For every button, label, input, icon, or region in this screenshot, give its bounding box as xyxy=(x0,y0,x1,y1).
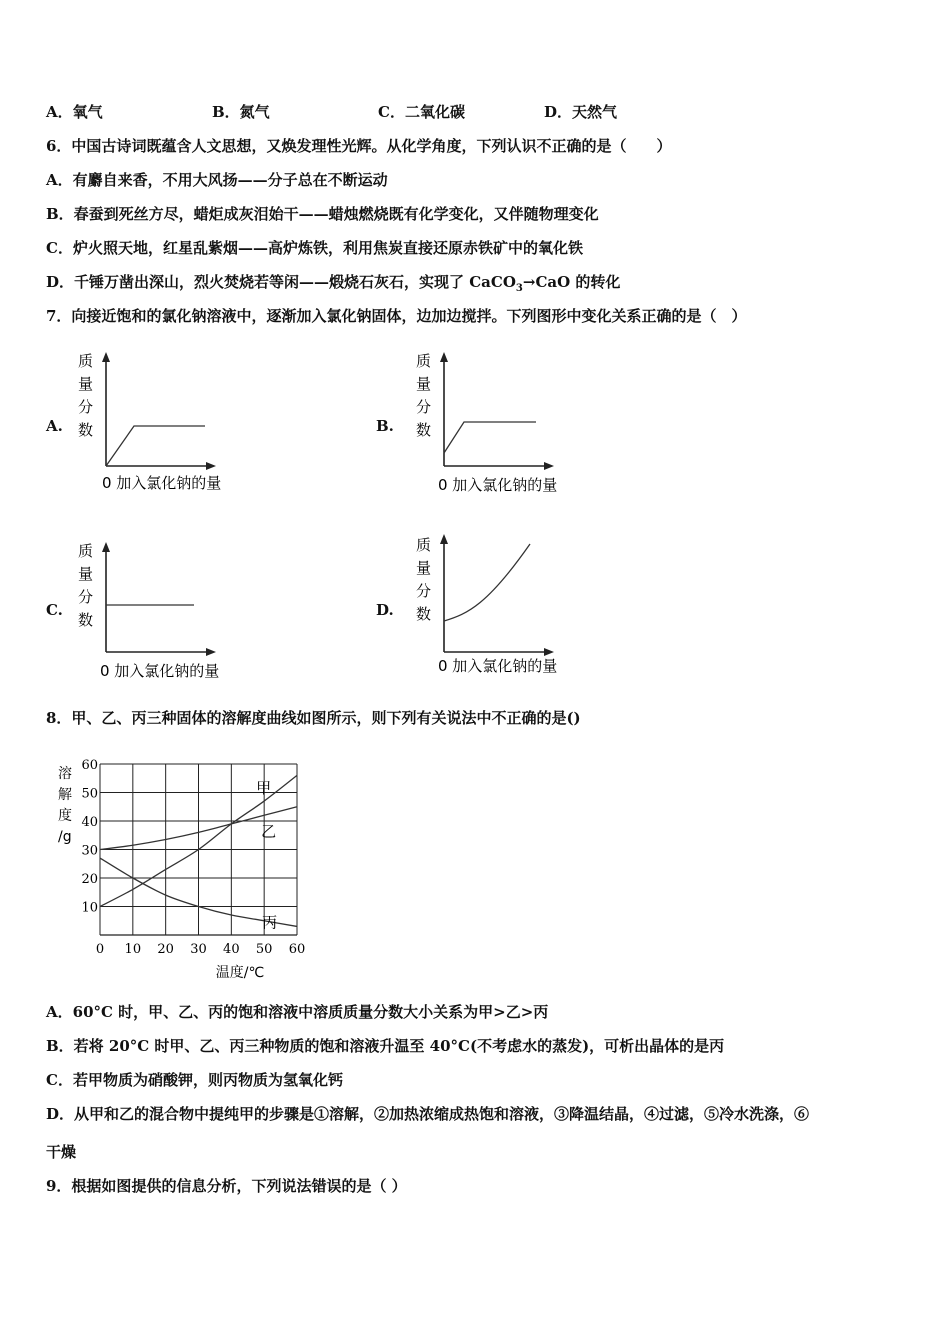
x-tick-label: 40 xyxy=(223,942,240,957)
q6-option-d xyxy=(46,272,620,299)
y-axis-arrow xyxy=(102,352,110,362)
q7-graph-c-letter: C. xyxy=(46,601,63,619)
q7-graph-b xyxy=(408,348,598,498)
y-tick-label: 30 xyxy=(81,843,98,859)
q8-option-c: C．若甲物质为硝酸钾，则丙物质为氢氧化钙 xyxy=(46,1071,343,1089)
y-label-char: 数 xyxy=(416,605,432,623)
y-label-char: 分 xyxy=(78,398,94,416)
q9-stem: 9．根据如图提供的信息分析，下列说法错误的是（ ） xyxy=(46,1177,407,1195)
q5-option-a: A．氧气 xyxy=(46,103,103,121)
y-axis-arrow xyxy=(102,542,110,552)
x-tick-label: 30 xyxy=(190,942,207,957)
graph-b-curve xyxy=(444,422,536,453)
series-label: 甲 xyxy=(256,779,272,798)
q7-graph-a xyxy=(70,348,260,498)
solubility-chart xyxy=(50,742,320,987)
y-label-char: 质 xyxy=(416,536,432,554)
q6-option-c: C．炉火照天地，红星乱紫烟——高炉炼铁，利用焦炭直接还原赤铁矿中的氧化铁 xyxy=(46,239,583,257)
y-label-char: 数 xyxy=(416,421,432,439)
graph-d-curve xyxy=(444,544,530,621)
x-axis-label: 0 加入氯化钠的量 xyxy=(102,474,222,492)
q7-graph-d-letter: D. xyxy=(376,601,394,619)
y-label-char: 量 xyxy=(416,559,432,577)
x-axis-label: 温度/℃ xyxy=(215,965,265,981)
x-axis-arrow xyxy=(206,462,216,470)
q7-graph-d xyxy=(408,530,598,680)
y-label-char: 质 xyxy=(78,542,94,560)
x-tick-label: 0 xyxy=(95,942,105,957)
x-axis-label: 0 加入氯化钠的量 xyxy=(438,657,558,675)
q6-option-a: A．有麝自来香，不用大风扬——分子总在不断运动 xyxy=(46,171,388,189)
y-axis-label-char: 度 xyxy=(58,808,72,824)
y-label-char: 数 xyxy=(78,611,94,629)
x-axis-arrow xyxy=(206,648,216,656)
x-tick-label: 10 xyxy=(124,942,142,957)
q7-graph-b-letter: B. xyxy=(376,417,394,435)
q6-option-d-sub: 3 xyxy=(515,283,523,294)
y-label-char: 量 xyxy=(78,565,94,583)
y-axis-arrow xyxy=(440,534,448,544)
y-tick-label: 50 xyxy=(81,786,98,802)
q7-graph-c xyxy=(70,534,260,684)
q6-option-d-post: →CaO 的转化 xyxy=(522,273,621,291)
series-label: 丙 xyxy=(262,913,278,932)
graph-a-curve xyxy=(106,426,205,466)
q8-stem: 8．甲、乙、丙三种固体的溶解度曲线如图所示，则下列有关说法中不正确的是() xyxy=(46,709,581,727)
q8-option-d-continued: 干燥 xyxy=(46,1143,77,1161)
y-axis-label-char: 解 xyxy=(58,787,72,803)
x-tick-label: 60 xyxy=(288,942,306,957)
q6-stem: 6．中国古诗词既蕴含人文思想，又焕发理性光辉。从化学角度，下列认识不正确的是（ ） xyxy=(46,137,672,155)
y-label-char: 质 xyxy=(416,352,432,370)
q5-option-b: B．氮气 xyxy=(212,103,270,121)
y-tick-label: 40 xyxy=(81,815,98,830)
y-tick-label: 10 xyxy=(81,900,98,916)
q8-option-d: D．从甲和乙的混合物中提纯甲的步骤是①溶解，②加热浓缩成热饱和溶液，③降温结晶，④过滤，⑤冷水洗涤，⑥ xyxy=(46,1105,810,1123)
x-axis-label: 0 加入氯化钠的量 xyxy=(100,662,220,680)
y-label-char: 分 xyxy=(416,582,432,600)
q8-option-b: B．若将 20°C 时甲、乙、丙三种物质的饱和溶液升温至 40°C(不考虑水的蒸发)，可析出晶体的是丙 xyxy=(46,1037,725,1055)
series-label: 乙 xyxy=(261,822,277,841)
y-tick-label: 60 xyxy=(81,758,98,773)
q7-graph-a-letter: A. xyxy=(46,417,63,435)
y-label-char: 质 xyxy=(78,352,94,370)
y-axis-label-char: /g xyxy=(58,829,72,845)
y-tick-label: 20 xyxy=(81,872,98,887)
q6-option-b: B．春蚕到死丝方尽，蜡炬成灰泪始干——蜡烛燃烧既有化学变化，又伴随物理变化 xyxy=(46,205,599,223)
x-tick-label: 20 xyxy=(157,942,174,957)
q7-stem: 7．向接近饱和的氯化钠溶液中，逐渐加入氯化钠固体，边加边搅拌。下列图形中变化关系正确的是（ ） xyxy=(46,307,747,325)
y-label-char: 分 xyxy=(416,398,432,416)
q8-option-a: A．60°C 时，甲、乙、丙的饱和溶液中溶质质量分数大小关系为甲>乙>丙 xyxy=(46,1003,549,1021)
y-label-char: 分 xyxy=(78,588,94,606)
y-label-char: 量 xyxy=(78,375,94,393)
x-axis-label: 0 加入氯化钠的量 xyxy=(438,476,558,494)
q6-option-d-pre: D．千锤万凿出深山，烈火焚烧若等闲——煅烧石灰石，实现了 CaCO xyxy=(46,273,516,291)
y-axis-arrow xyxy=(440,352,448,362)
q5-option-d: D．天然气 xyxy=(544,103,618,121)
y-axis-label-char: 溶 xyxy=(58,766,72,782)
q5-option-c: C．二氧化碳 xyxy=(378,103,465,121)
x-tick-label: 50 xyxy=(255,942,273,957)
x-axis-arrow xyxy=(544,462,554,470)
x-axis-arrow xyxy=(544,648,554,656)
y-label-char: 数 xyxy=(78,421,94,439)
y-label-char: 量 xyxy=(416,375,432,393)
